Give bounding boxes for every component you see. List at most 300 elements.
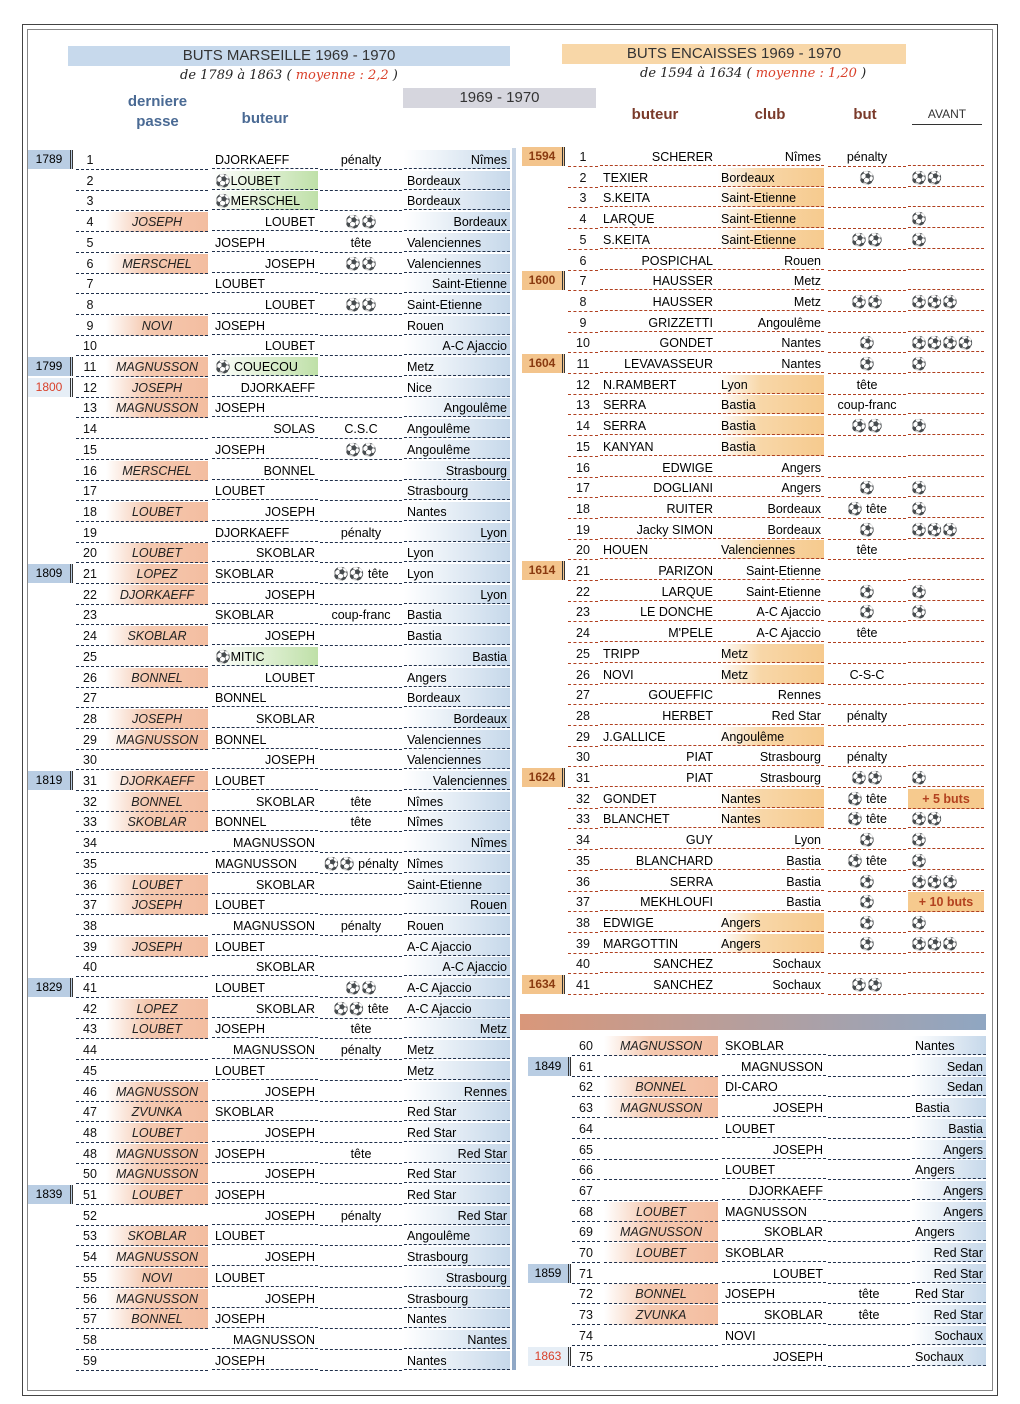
goal-info <box>320 502 402 522</box>
scorer: NOVI <box>600 665 716 684</box>
last-pass <box>106 750 208 770</box>
goal-info <box>828 1326 910 1346</box>
last-pass: MERSCHEL <box>106 254 208 274</box>
scorer: NOVI <box>722 1326 826 1345</box>
club: Metz <box>718 271 824 290</box>
avant-goals: ⚽ <box>908 354 984 373</box>
scorer: LOUBET <box>212 1061 318 1080</box>
avant-goals <box>908 685 984 704</box>
last-pass: ZVUNKA <box>604 1305 718 1325</box>
last-pass <box>106 833 208 853</box>
avant-goals: ⚽ <box>908 582 984 601</box>
goal-number: 17 <box>568 478 598 498</box>
avant-goals <box>908 561 984 580</box>
scorer: SKOBLAR <box>212 999 318 1018</box>
goal-info <box>320 688 402 708</box>
last-pass: LOUBET <box>604 1202 718 1222</box>
last-pass <box>106 336 208 356</box>
scorer: EDWIGE <box>600 458 716 477</box>
goal-info: tête <box>320 1144 402 1164</box>
goal-number: 27 <box>76 688 104 708</box>
goal-number: 12 <box>568 375 598 395</box>
goal-info <box>320 1082 402 1102</box>
opponent-club: Bastia <box>912 1119 986 1138</box>
goal-type: ⚽ <box>828 892 906 912</box>
goal-number: 22 <box>76 585 104 605</box>
goal-number: 20 <box>76 543 104 563</box>
goal-number: 56 <box>76 1289 104 1309</box>
col-header-but: but <box>853 106 877 123</box>
goal-number: 68 <box>572 1202 600 1222</box>
goal-number: 9 <box>568 313 598 333</box>
goal-number: 15 <box>76 440 104 460</box>
scorer: JOSEPH <box>212 626 318 645</box>
goal-info <box>320 1164 402 1184</box>
last-pass: MAGNUSSON <box>106 398 208 418</box>
last-pass <box>106 916 208 936</box>
opponent-club: Valenciennes <box>404 233 510 252</box>
goal-info: coup-franc <box>320 605 402 625</box>
last-pass <box>106 191 208 211</box>
avant-goals <box>908 747 984 766</box>
opponent-club: Angoulême <box>404 1226 510 1245</box>
goal-number: 30 <box>76 750 104 770</box>
scorer: LARQUE <box>600 582 716 601</box>
last-pass <box>106 647 208 667</box>
club: Angers <box>718 478 824 497</box>
avant-goals: ⚽⚽⚽⚽ <box>908 333 984 352</box>
last-pass <box>106 1061 208 1081</box>
scorer: JOSEPH <box>212 316 318 335</box>
goal-number: 15 <box>568 437 598 457</box>
scorer: DJORKAEFF <box>722 1181 826 1200</box>
goal-type: ⚽ tête <box>828 499 906 519</box>
scorer: HAUSSER <box>600 271 716 290</box>
scorer: LEVAVASSEUR <box>600 354 716 373</box>
scorer: JOSEPH <box>212 1164 318 1183</box>
goal-number: 18 <box>76 502 104 522</box>
last-pass: LOUBET <box>106 875 208 895</box>
scorer: JOSEPH <box>212 1123 318 1142</box>
goal-number: 11 <box>76 357 104 377</box>
last-pass: BONNEL <box>106 1309 208 1329</box>
opponent-club: Metz <box>404 1040 510 1059</box>
scorer: BONNEL <box>212 461 318 480</box>
goal-info <box>320 647 402 667</box>
opponent-club: Bastia <box>404 605 510 624</box>
avant-goals <box>908 975 984 994</box>
goal-number: 43 <box>76 1019 104 1039</box>
avant-goals: ⚽ <box>908 209 984 228</box>
scorer: HERBET <box>600 706 716 725</box>
goal-number: 25 <box>76 647 104 667</box>
goal-info <box>828 1243 910 1263</box>
avant-goals <box>908 540 984 559</box>
goal-type: ⚽ <box>828 168 906 188</box>
last-pass: MAGNUSSON <box>106 730 208 750</box>
goal-number: 8 <box>568 292 598 312</box>
goal-number: 29 <box>568 727 598 747</box>
goal-info <box>320 1226 402 1246</box>
goal-number: 22 <box>568 582 598 602</box>
goal-number: 53 <box>76 1226 104 1246</box>
goal-info <box>320 750 402 770</box>
goal-info <box>320 626 402 646</box>
goal-info <box>320 937 402 957</box>
goal-info: tête <box>320 812 402 832</box>
goal-number: 65 <box>572 1140 600 1160</box>
club: Metz <box>718 644 824 663</box>
opponent-club: A-C Ajaccio <box>404 937 510 956</box>
opponent-club: Bordeaux <box>404 709 510 728</box>
last-pass: BONNEL <box>604 1077 718 1097</box>
scorer: PARIZON <box>600 561 716 580</box>
opponent-club: Strasbourg <box>404 1289 510 1308</box>
avant-goals: ⚽⚽ <box>908 809 984 828</box>
last-pass: SKOBLAR <box>106 812 208 832</box>
goal-number: 19 <box>76 523 104 543</box>
goal-number: 52 <box>76 1206 104 1226</box>
goal-number: 7 <box>76 274 104 294</box>
opponent-club: Nantes <box>404 1351 510 1370</box>
avant-goals: + 5 buts <box>908 789 984 809</box>
goal-info: pénalty <box>320 916 402 936</box>
last-pass: MERSCHEL <box>106 461 208 481</box>
avant-goals: ⚽⚽⚽ <box>908 872 984 891</box>
last-pass <box>604 1264 718 1284</box>
scorer: GOUEFFIC <box>600 685 716 704</box>
club: Bastia <box>718 872 824 891</box>
scorer: JOSEPH <box>212 1247 318 1266</box>
avant-goals: ⚽⚽⚽ <box>908 292 984 311</box>
goal-info <box>320 1351 402 1371</box>
goal-number: 14 <box>76 419 104 439</box>
opponent-club: Saint-Etienne <box>404 274 510 293</box>
scorer: POSPICHAL <box>600 251 716 270</box>
opponent-club: Lyon <box>404 543 510 562</box>
goal-info <box>320 895 402 915</box>
opponent-club: Red Star <box>404 1185 510 1204</box>
goal-number: 36 <box>76 875 104 895</box>
scorer: MAGNUSSON <box>212 833 318 852</box>
goal-number: 67 <box>572 1181 600 1201</box>
scorer: JOSEPH <box>212 585 318 604</box>
scorer: JOSEPH <box>212 1019 318 1038</box>
last-pass: DJORKAEFF <box>106 771 208 791</box>
opponent-club: Red Star <box>404 1206 510 1225</box>
opponent-club: A-C Ajaccio <box>404 336 510 355</box>
goal-info: ⚽⚽ <box>320 254 402 274</box>
opponent-club: Lyon <box>404 585 510 604</box>
club: Sochaux <box>718 954 824 973</box>
goal-count-marker: 1800 <box>28 378 73 397</box>
scorer: LOUBET <box>722 1119 826 1138</box>
opponent-club: Red Star <box>912 1284 986 1303</box>
goal-info <box>320 378 402 398</box>
goal-info <box>828 1181 910 1201</box>
scorer: LOUBET <box>212 212 318 231</box>
scorer: LE DONCHE <box>600 602 716 621</box>
avant-goals: ⚽⚽⚽ <box>908 520 984 539</box>
opponent-club: Valenciennes <box>404 750 510 769</box>
last-pass: MAGNUSSON <box>106 1144 208 1164</box>
last-pass: JOSEPH <box>106 937 208 957</box>
goal-count-marker: 1634 <box>522 975 565 994</box>
goal-info <box>320 709 402 729</box>
goal-number: 27 <box>568 685 598 705</box>
goal-number: 6 <box>76 254 104 274</box>
scorer: SERRA <box>600 416 716 435</box>
goal-number: 64 <box>572 1119 600 1139</box>
club: Angers <box>718 458 824 477</box>
opponent-club: Angers <box>912 1181 986 1200</box>
goal-number: 23 <box>568 602 598 622</box>
goal-number: 29 <box>76 730 104 750</box>
goal-info <box>828 1202 910 1222</box>
scorer: SKOBLAR <box>212 875 318 894</box>
scorer: LOUBET <box>212 336 318 355</box>
club: A-C Ajaccio <box>718 602 824 621</box>
opponent-club: Sedan <box>912 1057 986 1076</box>
scorer: SKOBLAR <box>212 1102 318 1121</box>
scorer: SKOBLAR <box>212 957 318 976</box>
club: Saint-Etienne <box>718 188 824 207</box>
last-pass: MAGNUSSON <box>106 1289 208 1309</box>
last-pass <box>106 688 208 708</box>
col-header-club: club <box>754 106 786 123</box>
scorer: SKOBLAR <box>722 1305 826 1324</box>
scorer: ⚽ COUECOU <box>212 357 318 376</box>
opponent-club: Angers <box>912 1140 986 1159</box>
goal-number: 45 <box>76 1061 104 1081</box>
opponent-club: Saint-Etienne <box>404 295 510 314</box>
opponent-club: Strasbourg <box>404 481 510 500</box>
last-pass: JOSEPH <box>106 895 208 915</box>
last-pass <box>604 1140 718 1160</box>
goal-number: 71 <box>572 1264 600 1284</box>
opponent-club: Strasbourg <box>404 1247 510 1266</box>
goal-info <box>320 771 402 791</box>
scorer: MAGNUSSON <box>212 854 318 873</box>
goal-number: 32 <box>568 789 598 809</box>
goal-number: 38 <box>76 916 104 936</box>
last-pass: MAGNUSSON <box>106 1247 208 1267</box>
opponent-club: Angers <box>404 668 510 687</box>
goal-type: ⚽ <box>828 333 906 353</box>
club: A-C Ajaccio <box>718 623 824 642</box>
goal-info <box>320 1102 402 1122</box>
goal-number: 21 <box>76 564 104 584</box>
opponent-club: Red Star <box>404 1123 510 1142</box>
last-pass: DJORKAEFF <box>106 585 208 605</box>
goal-number: 34 <box>76 833 104 853</box>
scorer: SKOBLAR <box>722 1036 826 1055</box>
goal-info <box>320 1330 402 1350</box>
goal-info <box>320 585 402 605</box>
last-pass <box>106 419 208 439</box>
scorer: MAGNUSSON <box>212 1040 318 1059</box>
opponent-club: Rennes <box>404 1082 510 1101</box>
opponent-club: Bastia <box>404 626 510 645</box>
goal-number: 74 <box>572 1326 600 1346</box>
goal-type <box>828 251 906 271</box>
avant-goals <box>908 644 984 663</box>
opponent-club: Sochaux <box>912 1326 986 1345</box>
club: Saint-Etienne <box>718 561 824 580</box>
goal-type: ⚽ <box>828 872 906 892</box>
goal-info <box>828 1347 910 1367</box>
last-pass: SKOBLAR <box>106 1226 208 1246</box>
goal-type: ⚽⚽ <box>828 975 906 995</box>
scorer: S.KEITA <box>600 230 716 249</box>
avant-goals <box>908 458 984 477</box>
avant-goals: ⚽ <box>908 602 984 621</box>
goal-type <box>828 209 906 229</box>
last-pass: BONNEL <box>106 668 208 688</box>
goal-info <box>320 398 402 418</box>
scorer: SCHERER <box>600 147 716 166</box>
scorer: JOSEPH <box>212 1309 318 1328</box>
goal-info <box>320 481 402 501</box>
scorer: DOGLIANI <box>600 478 716 497</box>
club: Angoulême <box>718 313 824 332</box>
last-pass <box>106 295 208 315</box>
scorer: JOSEPH <box>212 254 318 273</box>
scorer: JOSEPH <box>212 1289 318 1308</box>
goal-count-marker: 1600 <box>522 271 565 290</box>
goal-number: 48 <box>76 1123 104 1143</box>
scorer: LOUBET <box>212 668 318 687</box>
opponent-club: Valenciennes <box>404 771 510 790</box>
scorer: DJORKAEFF <box>212 523 318 542</box>
goal-number: 26 <box>568 665 598 685</box>
goal-number: 62 <box>572 1077 600 1097</box>
goal-number: 36 <box>568 872 598 892</box>
scorer: SANCHEZ <box>600 954 716 973</box>
goal-info <box>320 833 402 853</box>
last-pass <box>604 1181 718 1201</box>
scorer: TEXIER <box>600 168 716 187</box>
club: Nantes <box>718 809 824 828</box>
scorer: MEKHLOUFI <box>600 892 716 911</box>
opponent-club: Valenciennes <box>404 254 510 273</box>
goal-count-marker: 1614 <box>522 561 565 580</box>
last-pass: BONNEL <box>106 792 208 812</box>
right-subtitle: de 1594 à 1634 ( moyenne : 1,20 ) <box>640 66 867 81</box>
scorer: LOUBET <box>212 937 318 956</box>
scorer: PIAT <box>600 768 716 787</box>
goal-number: 40 <box>76 957 104 977</box>
avant-goals <box>908 313 984 332</box>
goal-info <box>320 668 402 688</box>
club: Angoulême <box>718 727 824 746</box>
opponent-club: Metz <box>404 1061 510 1080</box>
goal-info: pénalty <box>320 1206 402 1226</box>
opponent-club: Angoulême <box>404 398 510 417</box>
goal-number: 35 <box>76 854 104 874</box>
opponent-club: Sochaux <box>912 1347 986 1366</box>
goal-number: 16 <box>76 461 104 481</box>
avant-goals: + 10 buts <box>908 892 984 912</box>
scorer: LOUBET <box>212 895 318 914</box>
goal-number: 24 <box>568 623 598 643</box>
avant-goals <box>908 665 984 684</box>
scorer: GUY <box>600 830 716 849</box>
opponent-club: Lyon <box>404 523 510 542</box>
avant-goals <box>908 727 984 746</box>
scorer: M'PELE <box>600 623 716 642</box>
goal-number: 16 <box>568 458 598 478</box>
scorer: GONDET <box>600 789 716 808</box>
goal-number: 48 <box>76 1144 104 1164</box>
opponent-club: A-C Ajaccio <box>404 999 510 1018</box>
club: Nîmes <box>718 147 824 166</box>
scorer: LOUBET <box>212 1268 318 1287</box>
scorer: Jacky SIMON <box>600 520 716 539</box>
goal-number: 21 <box>568 561 598 581</box>
goal-number: 51 <box>76 1185 104 1205</box>
last-pass: LOUBET <box>106 543 208 563</box>
opponent-club: Rouen <box>404 895 510 914</box>
last-pass <box>106 1206 208 1226</box>
goal-number: 28 <box>568 706 598 726</box>
goal-type: ⚽ tête <box>828 851 906 871</box>
scorer: LOUBET <box>212 771 318 790</box>
goal-number: 72 <box>572 1284 600 1304</box>
opponent-club: Nîmes <box>404 792 510 811</box>
scorer: MAGNUSSON <box>722 1057 826 1076</box>
goal-type: ⚽ <box>828 934 906 954</box>
goal-type: ⚽ <box>828 582 906 602</box>
scorer: SKOBLAR <box>212 709 318 728</box>
goal-type <box>828 954 906 974</box>
last-pass: SKOBLAR <box>106 626 208 646</box>
scorer: SERRA <box>600 395 716 414</box>
goal-number: 70 <box>572 1243 600 1263</box>
goal-number: 17 <box>76 481 104 501</box>
goal-number: 8 <box>76 295 104 315</box>
avant-goals: ⚽⚽⚽ <box>908 934 984 953</box>
opponent-club: Nîmes <box>404 854 510 873</box>
opponent-club: Valenciennes <box>404 730 510 749</box>
avant-goals <box>908 395 984 414</box>
scorer: SKOBLAR <box>722 1222 826 1241</box>
scorer: JOSEPH <box>212 440 318 459</box>
last-pass <box>106 1040 208 1060</box>
scorer: LOUBET <box>212 1226 318 1245</box>
goal-count-marker: 1829 <box>28 978 73 997</box>
col-header-buteur-r: buteur <box>631 106 679 123</box>
scorer: ⚽MERSCHEL <box>212 191 318 210</box>
goal-number: 50 <box>76 1164 104 1184</box>
goal-number: 34 <box>568 830 598 850</box>
goal-type: tête <box>828 375 906 395</box>
goal-number: 75 <box>572 1347 600 1367</box>
scorer: JOSEPH <box>722 1347 826 1366</box>
goal-number: 47 <box>76 1102 104 1122</box>
scorer: JOSEPH <box>212 1185 318 1204</box>
goal-info: pénalty <box>320 150 402 170</box>
goal-number: 44 <box>76 1040 104 1060</box>
last-pass <box>604 1057 718 1077</box>
goal-info <box>320 1247 402 1267</box>
goal-number: 1 <box>568 147 598 167</box>
scorer: SKOBLAR <box>212 543 318 562</box>
club: Sochaux <box>718 975 824 994</box>
goal-count-marker: 1863 <box>528 1347 571 1366</box>
avant-goals: ⚽ <box>908 230 984 249</box>
goal-number: 37 <box>76 895 104 915</box>
